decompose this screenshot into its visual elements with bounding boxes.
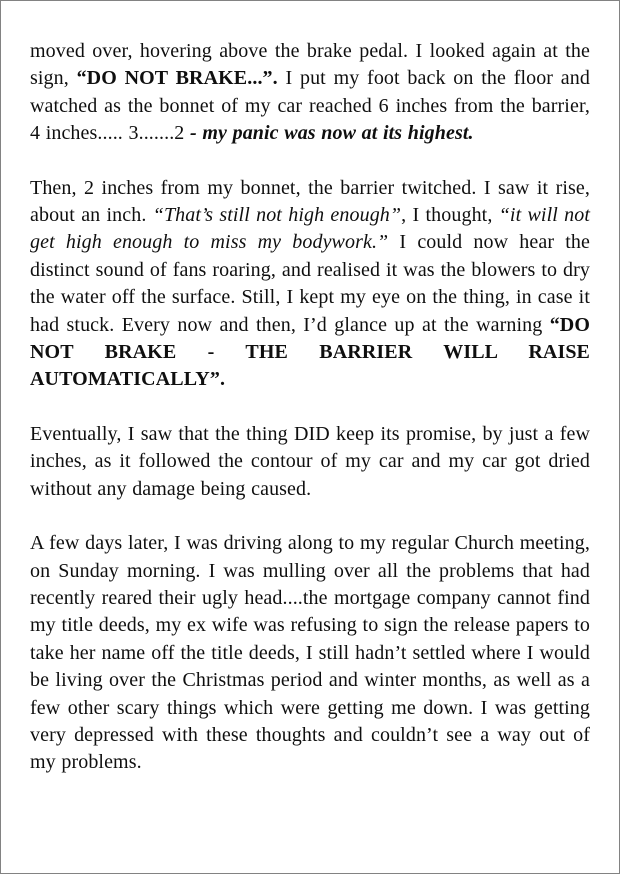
text-run: I could now hear the distinct sound of fans roaring, and realised it was the blowers to dry the water off the surface. Still, I kept my eye on the thing, in case it had stuck. Every now and then, I’d glance up at the warning xyxy=(30,231,590,336)
text-run: “DO NOT BRAKE...”. xyxy=(76,67,278,90)
text-run: Then, 2 inches from my bonnet, the barrier twitched. I saw it rise, about an inch. xyxy=(30,176,590,227)
text-run: , I thought, xyxy=(401,204,499,227)
text-run: A few days later, I was driving along to my regular Church meeting, on Sunday morning. I was mulling over all the problems that had recently reared their ugly head....the mortgage company cannot find my title deeds, my ex wife was refusing to sign the release papers to take her name off the title deeds, I still hadn’t settled where I would be living over the Christmas period and winter months, as well as a few other scary things which were getting me down. I was getting very depressed with these thoughts and couldn’t see a way out of my problems. xyxy=(30,532,590,774)
paragraph xyxy=(30,530,590,777)
paragraph xyxy=(30,421,590,503)
text-run: I put my foot back on the floor and watched as the bonnet of my car reached 6 inches from the barrier, 4 inches..... 3.......2 xyxy=(30,67,590,145)
text-run: “DO NOT BRAKE - THE BARRIER WILL RAISE AUTOMATICALLY”. xyxy=(30,313,590,391)
text-run: - my panic was now at its highest. xyxy=(190,122,474,145)
text-run: “That’s still not high enough” xyxy=(152,204,402,227)
paragraph xyxy=(30,175,590,394)
text-run: Eventually, I saw that the thing DID keep its promise, by just a few inches, as it followed the contour of my car and my car got dried without any damage being caused. xyxy=(30,422,590,500)
text-content xyxy=(30,38,590,777)
paragraph xyxy=(30,38,590,148)
text-run: “it will not get high enough to miss my bodywork.” xyxy=(30,204,591,254)
text-run: moved over, hovering above the brake pedal. I looked again at the sign, xyxy=(30,40,590,90)
